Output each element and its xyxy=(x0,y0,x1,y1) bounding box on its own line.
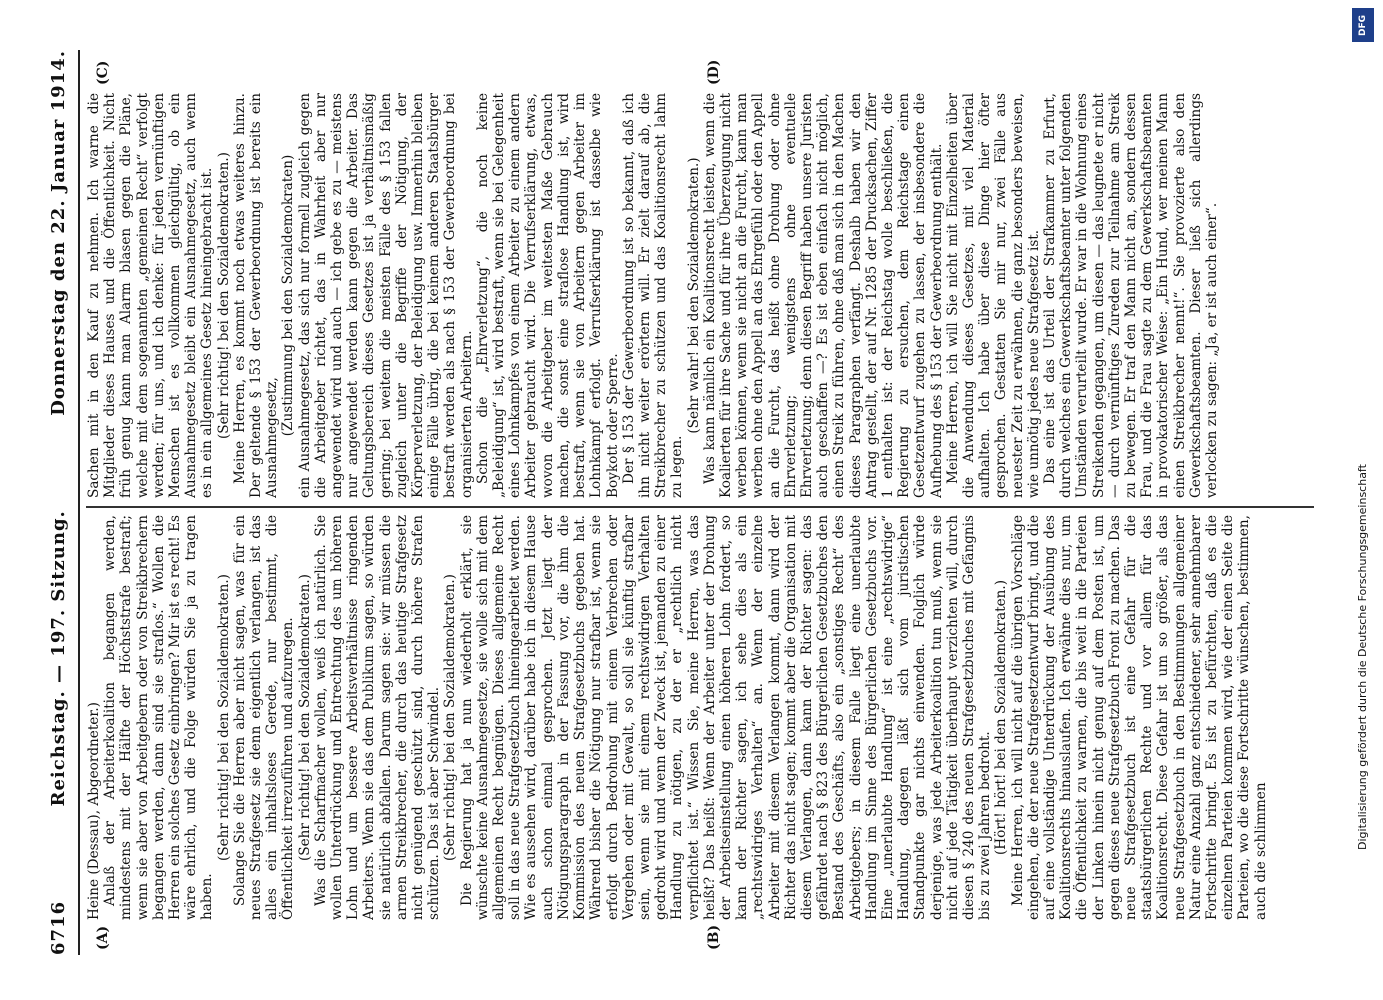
left-column xyxy=(86,515,1314,920)
dfg-logo: DFG xyxy=(1352,8,1374,42)
interjection: (Sehr richtig! bei den Sozialdemokraten.) xyxy=(215,152,232,439)
interjection: (Hört! hört! bei den Sozialdemokraten.) xyxy=(993,580,1010,856)
margin-letter-c: (C) xyxy=(95,60,111,85)
margin-letter-d: (D) xyxy=(706,59,722,85)
right-column xyxy=(86,93,1314,498)
interjection: (Sehr richtig! bei den Sozialdemokraten.) xyxy=(215,574,232,861)
digitization-credit xyxy=(1350,0,1380,1000)
credit-text: Digitalisierung gefördert durch die Deutsche Forschungsgemeinschaft xyxy=(1356,464,1369,850)
session-date: Donnerstag den 22. Januar 1914. xyxy=(47,50,69,416)
paragraph: Die Regierung hat ja nun wiederholt erklärt, sie wünschte keine Ausnahmegesetze, sie wolle sich mit dem allgemeinen Recht begnügen. Dieses allgemeine Recht soll in das neue Strafgesetzbuch hineingearbeitet werden. Wie es aussehen wird, darüber habe ich in diesem Hause auch schon einmal gesprochen. Jetzt liegt der Nötigungsparagraph in der Fassung vor, die ihm die Kommission des neuen Strafgesetzbuchs gegeben hat. Während bisher die Nötigung nur strafbar ist, wenn sie erfolgt durch Bedrohung mit einem Verbrechen oder Vergehen oder mit Gewalt, so soll sie künftig strafbar sein, wenn sie mit einem rechtswidrigen Verhalten gedroht wird und wenn der Zweck ist, jemanden zu einer Handlung zu nötigen, zu der er „rechtlich nicht verpflichtet ist.“ Wissen Sie, meine Herren, was das heißt? Das heißt: Wenn der Arbeiter unter der Drohung der Arbeitseinstellung einen höheren Lohn fordert, so kann der Richter sagen, ich sehe dies als ein „rechtswidriges Verhalten“ an. Wenn der einzelne Arbeiter mit diesem Verlangen kommt, dann wird der Richter das nicht sagen; kommt aber die Organisation mit diesem Verlangen, dann kann der Richter sagen: das gefährdet nach § 823 des Bürgerlichen Gesetzbuches den Bestand des Geschäfts, also ein „sonstiges Recht“ des Arbeitgebers; in diesem Falle liegt eine unerlaubte Handlung im Sinne des Bürgerlichen Gesetzbuchs vor. Eine „unerlaubte Handlung“ ist eine „rechtswidrige“ Handlung, dagegen läßt sich vom juristischen Standpunkte gar nichts einwenden. Folglich würde derjenige, was jede Arbeiterkoalition tun muß, wenn sie nicht auf jede Tätigkeit überhaupt verzichten will, durch diesen § 240 des neuen Strafgesetzbuches mit Gefängnis bis zu zwei Jahren bedroht. xyxy=(458,515,994,920)
page-number: 6716 xyxy=(47,900,69,955)
paragraph: Meine Herren, ich will Sie nicht mit Einzelheiten über die Anwendung dieses Gesetzes, mit viel Material aufhalten. Ich habe über diese Dinge hier öfter gesprochen. Gestatten Sie mir nur, zwei Fälle aus neuester Zeit zu erwähnen, die ganz besonders beweisen, wie unnötig jedes neue Strafgesetz ist. xyxy=(944,93,1042,498)
interjection: (Sehr richtig! bei den Sozialdemokraten.) xyxy=(296,574,313,861)
paragraph: ein Ausnahmegesetz, das sich nur formell zugleich gegen die Arbeitgeber richtet, das in Wahrheit aber nur angewendet wird und auch — ich gebe es zu — meistens nur angewendet werden kann gegen die Arbeiter. Das Geltungsbereich dieses Gesetzes ist ja verhältnismäßig gering; bei weitem die meisten Fälle des § 153 fallen zugleich unter die Begriffe der Nötigung, der Körperverletzung, der Beleidigung usw. Immerhin bleiben einige Fälle übrig, die bei keinem anderen Staatsbürger bestraft werden als nach § 153 der Gewerbeordnung bei organisierten Arbeitern. xyxy=(296,93,475,498)
paragraph: Meine Herren, es kommt noch etwas weiteres hinzu. Der geltende § 153 der Gewerbeordnung ist bereits ein Ausnahmegesetz, xyxy=(231,93,281,498)
paragraph: Solange Sie die Herren aber nicht sagen, was für ein neues Strafgesetz sie denn eigentlich verlangen, ist das alles ein inhaltsloses Gerede, nur bestimmt, die Öffentlichkeit irrezuführen und aufzuregen. xyxy=(231,515,297,920)
interjection: (Sehr richtig! bei den Sozialdemokraten.) xyxy=(442,574,459,861)
interjection: (Zustimmung bei den Sozialdemokraten) xyxy=(280,154,297,437)
margin-letter-b: (B) xyxy=(706,924,722,950)
paragraph: Was kann nämlich ein Koalitionsrecht leisten, wenn die Koalierten für ihre Sache und für ihre Überzeugung nicht werben können, wenn sie nicht an die Furcht, kann man werben ohne den Appell an das Ehrgefühl oder den Appell an die Furcht, das heißt ohne Drohung oder ohne Ehrverletzung; wenigstens ohne eventuelle Ehrverletzung; denn diesen Begriff haben unsere Juristen auch geschaffen —? Es ist eben einfach nicht möglich, einen Streik zu führen, ohne daß man sich in den Machen dieses Paragraphen verfängt. Deshalb haben wir den Antrag gestellt, der auf Nr. 1285 der Drucksachen, Ziffer 1 enthalten ist: der Reichstag wolle beschließen, die Regierung zu ersuchen, dem Reichstage einen Gesetzentwurf zugehen zu lassen, der insbesondere die Aufhebung des § 153 der Gewerbeordnung enthält. xyxy=(701,93,945,498)
paragraph: Schon die „Ehrverletzung“, die noch keine „Beleidigung“ ist, wird bestraft, wenn sie bei Gelegenheit eines Lohnkampfes von einem Arbeiter zu einem andern Arbeiter gebraucht wird. Die Verrufserklärung, etwas, wovon die Arbeitgeber im weitesten Maße Gebrauch machen, die sonst eine straflose Handlung ist, wird bestraft, wenn sie von Arbeitern gegen Arbeiter im Lohnkampf erfolgt. Verrufserklärung ist dasselbe wie Boykott oder Sperre. xyxy=(474,93,621,498)
paragraph: Meine Herren, ich will nicht auf die übrigen Vorschläge eingehen, die der neue Strafgesetzentwurf bringt, und die auf eine vollständige Unterdrückung der Ausübung des Koalitionsrechts hinauslaufen. Ich erwähne dies nur, um die Öffentlichkeit zu warnen, die bis weit in die Parteien der Linken hinein nicht genug auf dem Posten ist, um gegen dieses neue Strafgesetzbuch Front zu machen. Das neue Strafgesetzbuch ist eine Gefahr für die staatsbürgerlichen Rechte und vor allem für das Koalitionsrecht. Diese Gefahr ist um so größer, als das neue Strafgesetzbuch in den Bestimmungen allgemeiner Natur eine Anzahl ganz entschiedener, sehr annehmbarer Fortschritte bringt. Es ist zu befürchten, daß es die einzelnen Parteien kommen wird, wie der einen Seite die Parteien, wo die diese Fortschritte wünschen, bestimmen, auch die schlimmen xyxy=(1009,515,1269,920)
paragraph: Anlaß der Arbeiterkoalition begangen werden, mindestens mit der Hälfte der Höchststrafe bestraft; wenn sie aber von Arbeitgebern oder von Streikbrechern begangen werden, dann sind sie straflos.“ Wollen die Herren ein solches Gesetz einbringen? Mir ist es recht! Es wäre ehrlich, und die Folge würden Sie ja zu tragen haben. xyxy=(102,515,216,920)
paragraph: Der § 153 der Gewerbeordnung ist so bekannt, daß ich ihn nicht weiter erörtern will. Er zielt darauf ab, die Streikbrecher zu schützen und das Koalitionsrecht lahm zu legen. xyxy=(620,93,686,498)
paragraph: Das eine ist das Urteil der Strafkammer zu Erfurt, durch welches ein Gewerkschaftsbeamter unter folgenden Umständen verurteilt wurde. Er war in die Wohnung eines Streikenden gegangen, um diesen — das leugnete er nicht — durch vernünftiges Zureden zur Teilnahme am Streik zu bewegen. Er traf den Mann nicht an, sondern dessen Frau, und die Frau sagte zu dem Gewerkschaftsbeamten in provokatorischer Weise: „Ein Hund, wer meinen Mann einen Streikbrecher nennt!“. Sie provozierte also den Gewerkschaftsbeamten. Dieser ließ sich allerdings verlocken zu sagen: „Ja, er ist auch einer“. xyxy=(1041,93,1221,498)
margin-letter-a: (A) xyxy=(95,925,111,950)
column-divider xyxy=(86,506,1314,508)
session-title: Reichstag. — 197. Sitzung. xyxy=(47,510,69,807)
paragraph: Was die Scharfmacher wollen, weiß ich natürlich. Sie wollen Unterdrückung und Entrechtung des um höheren Lohn und um bessere Arbeitsverhältnisse ringenden Arbeiters. Wenn sie das dem Publikum sagen, so würden sie natürlich abfallen. Darum sagen sie: wir müssen die armen Streikbrecher, die durch das heutige Strafgesetz nicht genügend geschützt sind, durch höhere Strafen schützen. Das ist aber Schwindel. xyxy=(312,515,443,920)
interjection: (Sehr wahr! bei den Sozialdemokraten.) xyxy=(685,157,702,434)
paragraph: Heine (Dessau), Abgeordneter.) xyxy=(86,702,102,920)
page-header xyxy=(38,50,80,955)
paragraph: Sachen mit in den Kauf zu nehmen. Ich warne die Mitglieder dieses Hauses und die Öffentlichkeit. Nicht früh genug kann man Alarm blasen gegen die Pläne, welche mit dem sogenannten „gemeinen Recht“ verfolgt werden; für uns, und ich denke: für jeden vernünftigen Menschen ist es vollkommen gleichgültig, ob ein Ausnahmegesetz bleibt ein Ausnahmegesetz, auch wenn es in ein allgemeines Gesetz hineingebracht ist. xyxy=(86,93,216,498)
